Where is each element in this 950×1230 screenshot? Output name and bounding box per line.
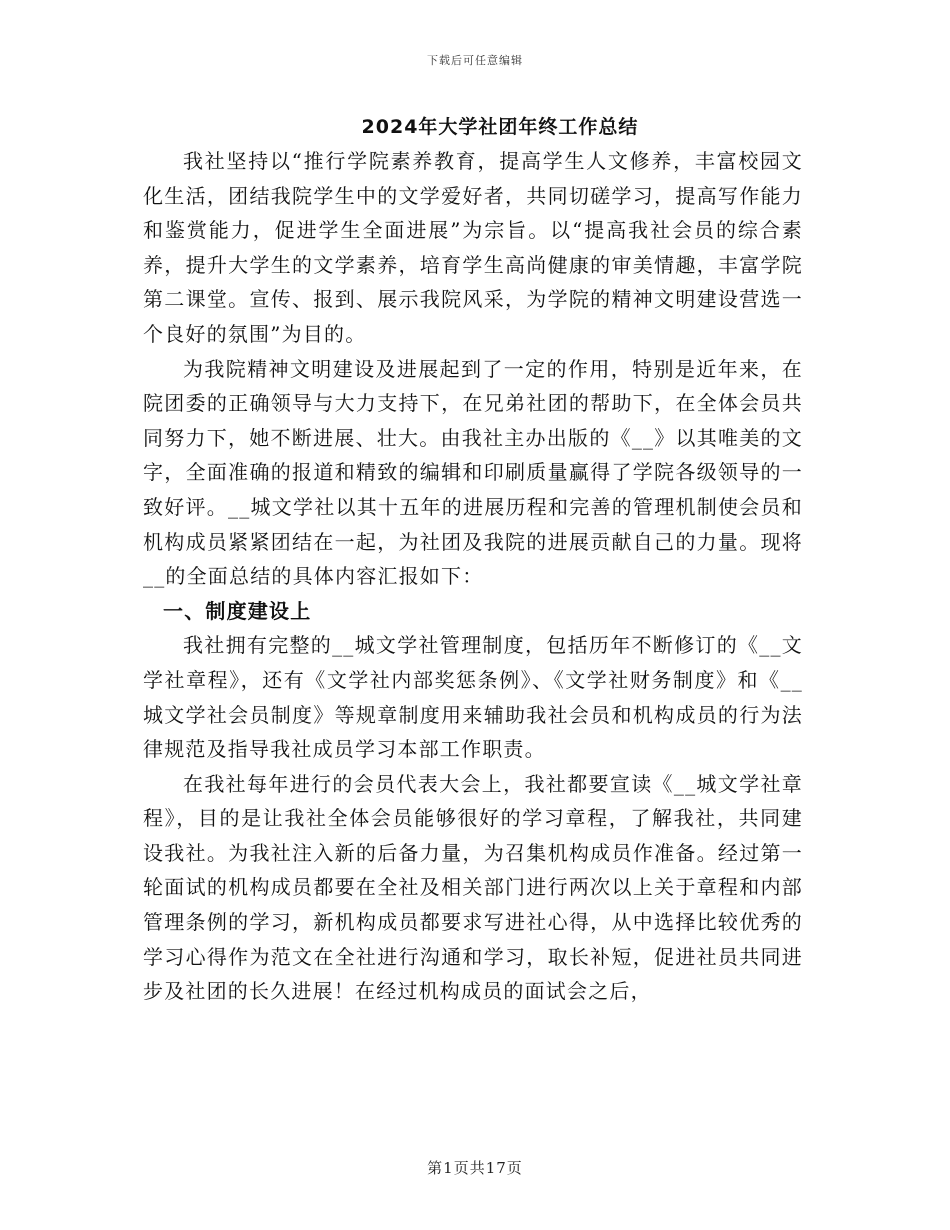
document-title: 2024年大学社团年终工作总结 xyxy=(361,116,639,138)
paragraph-purpose: 我社坚持以“推行学院素养教育，提高学生人文修养，丰富校园文化生活，团结我院学生中的文学爱好者，共同切磋学习，提高写作能力和鉴赏能力，促进学生全面进展”为宗旨。以“提高我社会员的综合素养，提升大学生的文学素养，培育学生高尚健康的审美情趣，丰富学院第二课堂。宣传、报到、展示我院风采，为学院的精神文明建设营选一个良好的氛围”为目的。 xyxy=(143,149,803,346)
document-body xyxy=(143,144,803,1009)
paragraph-member-meeting: 在我社每年进行的会员代表大会上，我社都要宣读《__城文学社章程》，目的是让我社全体会员能够很好的学习章程，了解我社，共同建设我社。为我社注入新的后备力量，为召集机构成员作准备。经过第一轮面试的机构成员都要在全社及相关部门进行两次以上关于章程和内部管理条例的学习，新机构成员都要求写进社心得，从中选择比较优秀的学习心得作为范文在全社进行沟通和学习，取长补短，促进社员共同进步及社团的长久进展！在经过机构成员的面试会之后， xyxy=(143,771,803,1004)
page-footer-number: 第1页共17页 xyxy=(427,1159,523,1177)
section-heading: 一、制度建设上 xyxy=(163,598,312,623)
paragraph-development: 为我院精神文明建设及进展起到了一定的作用，特别是近年来，在院团委的正确领导与大力支持下，在兄弟社团的帮助下，在全体会员共同努力下，她不断进展、壮大。由我社主办出版的《__》以其唯美的文字，全面准确的报道和精致的编辑和印刷质量赢得了学院各级领导的一致好评。__城文学社以其十五年的进展历程和完善的管理机制使会员和机构成员紧紧团结在一起，为社团及我院的进展贡献自己的力量。现将__的全面总结的具体内容汇报如下： xyxy=(143,356,803,589)
page-header-note: 下载后可任意编辑 xyxy=(427,54,523,67)
paragraph-regulations: 我社拥有完整的__城文学社管理制度，包括历年不断修订的《__文学社章程》，还有《文学社内部奖惩条例》、《文学社财务制度》和《__城文学社会员制度》等规章制度用来辅助我社会员和机构成员的行为法律规范及指导我社成员学习本部工作职责。 xyxy=(143,633,803,762)
